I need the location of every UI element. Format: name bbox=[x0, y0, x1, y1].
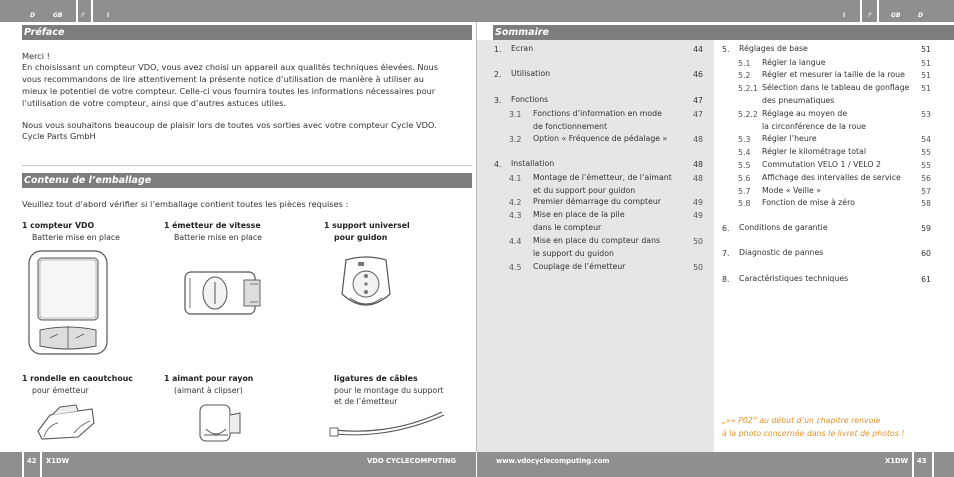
toc-entry-page: 51 bbox=[921, 45, 931, 54]
toc-entry-page: 55 bbox=[921, 148, 931, 157]
toc-entry-label[interactable] bbox=[739, 273, 848, 286]
toc-entry-label-line: Conditions de garantie bbox=[739, 223, 828, 232]
toc-entry-page: 46 bbox=[693, 70, 703, 79]
toc-entry-page: 55 bbox=[921, 161, 931, 170]
toc-entry-label[interactable] bbox=[533, 196, 661, 209]
item-mount-title-line2: pour guidon bbox=[334, 233, 388, 242]
toc-entry-number: 5.6 bbox=[738, 174, 751, 183]
preface-greeting: Merci ! bbox=[22, 51, 50, 61]
toc-entry-label-line: des pneumatiques bbox=[762, 95, 835, 105]
toc-entry-page: 47 bbox=[693, 96, 703, 105]
toc-entry-label[interactable] bbox=[762, 197, 855, 210]
toc-entry-label-line: Montage de l’émetteur, de l’aimant bbox=[533, 173, 672, 182]
package-heading-bar bbox=[22, 173, 472, 188]
toc-entry-label-line: Diagnostic de pannes bbox=[739, 248, 824, 257]
toc-entry-label[interactable] bbox=[533, 209, 625, 234]
item-computer-sub: Batterie mise en place bbox=[32, 233, 120, 242]
toc-entry-page: 50 bbox=[693, 237, 703, 246]
preface-paragraph: En choisissant un compteur VDO, vous avez choisi un appareil aux qualités techniques élevées. Nous vous recommandons de lire attentivement la présente notice d’utilisation de manière à utiliser au mieux le potentiel de votre compteur. Celle-ci vous fournira toutes les informations nécessaires pour l’utilisation de votre compteur, ainsi que d’autres astuces utiles. bbox=[22, 62, 439, 108]
package-heading: Contenu de l’emballage bbox=[24, 175, 152, 186]
toc-entry-label-line: Affichage des intervalles de service bbox=[762, 173, 901, 182]
toc-entry-label[interactable] bbox=[533, 133, 667, 146]
website-link[interactable]: www.vdocyclecomputing.com bbox=[496, 457, 610, 465]
toc-entry-label[interactable] bbox=[511, 94, 548, 107]
toc-entry-number: 7. bbox=[722, 249, 730, 258]
toc-entry-label[interactable] bbox=[511, 158, 554, 171]
toc-entry-label-line: Couplage de l’émetteur bbox=[533, 262, 626, 271]
toc-entry-label-line: le support du guidon bbox=[533, 248, 614, 258]
language-bar bbox=[0, 0, 954, 22]
toc-entry-page: 44 bbox=[693, 45, 703, 54]
toc-entry-page: 59 bbox=[921, 224, 931, 233]
toc-entry-label-line: et du support pour guidon bbox=[533, 185, 636, 195]
toc-entry-label-line: Régler l’heure bbox=[762, 134, 817, 143]
toc-entry-page: 49 bbox=[693, 198, 703, 207]
item-magnet-title: 1 aimant pour rayon bbox=[164, 374, 254, 383]
footer-separator bbox=[40, 452, 42, 477]
toc-entry-number: 6. bbox=[722, 224, 730, 233]
lang-tab-i-left[interactable]: I bbox=[107, 12, 110, 19]
toc-entry-label-line: Ecran bbox=[511, 44, 534, 53]
toc-entry-label-line: Fonctions bbox=[511, 95, 549, 104]
toc-entry-page: 51 bbox=[921, 84, 931, 93]
lang-separator bbox=[91, 0, 93, 22]
item-mount-title: 1 support universel bbox=[324, 221, 410, 230]
toc-entry-page: 49 bbox=[693, 211, 703, 220]
photo-reference-note-line1: „»» P02“ au début d’un chapitre renvoie bbox=[722, 416, 881, 425]
toc-entry-label-line: Mode « Veille » bbox=[762, 186, 822, 195]
toc-entry-label[interactable] bbox=[762, 159, 881, 172]
toc-entry-number: 5.2.1 bbox=[738, 84, 758, 93]
toc-entry-page: 48 bbox=[693, 174, 703, 183]
handlebar-mount-icon bbox=[340, 254, 392, 316]
toc-heading-bar bbox=[493, 25, 954, 40]
toc-entry-label-line: Régler et mesurer la taille de la roue bbox=[762, 70, 905, 79]
toc-entry-label-line: Commutation VELO 1 / VELO 2 bbox=[762, 160, 881, 169]
footer-separator bbox=[22, 452, 24, 477]
lang-separator bbox=[76, 0, 78, 22]
item-cable-tie-title: ligatures de câbles bbox=[334, 374, 418, 383]
transmitter-icon bbox=[184, 268, 264, 318]
rubber-pad-icon bbox=[34, 403, 98, 443]
toc-entry-number: 8. bbox=[722, 275, 730, 284]
toc-entry-label[interactable] bbox=[739, 43, 808, 56]
toc-entry-number: 4. bbox=[494, 160, 502, 169]
brand-name: VDO CYCLECOMPUTING bbox=[367, 457, 457, 465]
page-number-left: 42 bbox=[27, 457, 37, 465]
toc-entry-label-line: Régler la langue bbox=[762, 58, 826, 67]
lang-tab-gb-left[interactable]: GB bbox=[53, 12, 63, 19]
toc-entry-number: 1. bbox=[494, 45, 502, 54]
toc-entry-label-line: Fonctions d’information en mode bbox=[533, 109, 662, 118]
toc-entry-label-line: Option « Fréquence de pédalage » bbox=[533, 134, 668, 143]
toc-entry-label-line: Mise en place du compteur dans bbox=[533, 236, 661, 245]
toc-entry-label[interactable] bbox=[533, 172, 672, 197]
toc-entry-label-line: Mise en place de la pile bbox=[533, 210, 625, 219]
toc-entry-number: 5.4 bbox=[738, 148, 751, 157]
lang-tab-d-right[interactable]: D bbox=[918, 12, 923, 19]
toc-entry-page: 48 bbox=[693, 160, 703, 169]
preface-closing: Nous vous souhaitons beaucoup de plaisir lors de toutes vos sorties avec votre compteur Cycle VDO. bbox=[22, 120, 437, 130]
item-cable-tie-sub: pour le montage du support bbox=[334, 386, 444, 395]
toc-entry-label-line: dans le compteur bbox=[533, 222, 602, 232]
toc-entry-number: 3.1 bbox=[509, 110, 522, 119]
toc-entry-number: 5.8 bbox=[738, 199, 751, 208]
toc-entry-number: 2. bbox=[494, 70, 502, 79]
toc-entry-label[interactable] bbox=[762, 82, 909, 107]
toc-entry-page: 51 bbox=[921, 59, 931, 68]
toc-entry-label[interactable] bbox=[762, 185, 821, 198]
toc-entry-label-line: la circonférence de la roue bbox=[762, 121, 866, 131]
lang-separator bbox=[877, 0, 879, 22]
toc-entry-number: 4.3 bbox=[509, 211, 522, 220]
footer-bar bbox=[0, 452, 954, 477]
toc-entry-label-line: Sélection dans le tableau de gonflage bbox=[762, 83, 910, 92]
toc-entry-page: 50 bbox=[693, 263, 703, 272]
lang-tab-gb-right[interactable]: GB bbox=[891, 12, 901, 19]
toc-entry-page: 56 bbox=[921, 174, 931, 183]
footer-separator bbox=[912, 452, 914, 477]
toc-entry-number: 5. bbox=[722, 45, 730, 54]
toc-entry-label[interactable] bbox=[533, 235, 660, 260]
toc-entry-number: 4.1 bbox=[509, 174, 522, 183]
toc-entry-label-line: Utilisation bbox=[511, 69, 551, 78]
toc-entry-label-line: de fonctionnement bbox=[533, 121, 608, 131]
toc-entry-label[interactable] bbox=[739, 247, 823, 260]
toc-entry-label[interactable] bbox=[511, 43, 533, 56]
toc-entry-label[interactable] bbox=[533, 108, 662, 133]
toc-entry-number: 5.3 bbox=[738, 135, 751, 144]
photo-reference-note bbox=[722, 414, 904, 440]
toc-entry-page: 57 bbox=[921, 187, 931, 196]
lang-separator bbox=[860, 0, 862, 22]
toc-entry-page: 53 bbox=[921, 110, 931, 119]
preface-heading-bar bbox=[22, 25, 472, 40]
toc-heading: Sommaire bbox=[495, 27, 549, 38]
page-number-right: 43 bbox=[917, 457, 927, 465]
toc-entry-page: 61 bbox=[921, 275, 931, 284]
footer-separator bbox=[932, 452, 934, 477]
lang-tab-f-left[interactable]: F bbox=[81, 12, 86, 19]
toc-entry-number: 5.2.2 bbox=[738, 110, 758, 119]
spoke-magnet-icon bbox=[198, 403, 242, 445]
toc-entry-number: 3.2 bbox=[509, 135, 522, 144]
toc-entry-label-line: Installation bbox=[511, 159, 555, 168]
toc-entry-label-line: Caractéristiques techniques bbox=[739, 274, 849, 283]
lang-tab-i-right[interactable]: I bbox=[843, 12, 846, 19]
model-right: X1DW bbox=[885, 457, 909, 465]
item-magnet-sub: (aimant à clipser) bbox=[174, 386, 243, 395]
item-rubber-sub: pour émetteur bbox=[32, 386, 89, 395]
item-rubber-title: 1 rondelle en caoutchouc bbox=[22, 374, 133, 383]
package-intro: Veuillez tout d’abord vérifier si l’emballage contient toutes les pièces requises : bbox=[22, 199, 349, 209]
lang-tab-f-right[interactable]: F bbox=[868, 12, 873, 19]
lang-tab-d-left[interactable]: D bbox=[30, 12, 35, 19]
footer-separator bbox=[476, 452, 477, 477]
toc-entry-number: 4.5 bbox=[509, 263, 522, 272]
toc-entry-page: 54 bbox=[921, 135, 931, 144]
divider bbox=[22, 165, 472, 166]
toc-entry-number: 4.4 bbox=[509, 237, 522, 246]
item-cable-tie-sub2: et de l’émetteur bbox=[334, 397, 398, 406]
toc-entry-label[interactable] bbox=[739, 222, 828, 235]
item-transmitter-title: 1 émetteur de vitesse bbox=[164, 221, 261, 230]
toc-entry-number: 5.2 bbox=[738, 71, 751, 80]
toc-entry-label[interactable] bbox=[762, 146, 866, 159]
toc-entry-label-line: Premier démarrage du compteur bbox=[533, 197, 662, 206]
toc-entry-label[interactable] bbox=[762, 108, 866, 133]
toc-entry-label[interactable] bbox=[511, 68, 550, 81]
toc-entry-page: 51 bbox=[921, 71, 931, 80]
toc-entry-label[interactable] bbox=[533, 261, 625, 274]
toc-entry-label-line: Réglages de base bbox=[739, 44, 808, 53]
item-computer-title: 1 compteur VDO bbox=[22, 221, 95, 230]
toc-entry-number: 5.7 bbox=[738, 187, 751, 196]
toc-entry-label[interactable] bbox=[762, 69, 905, 82]
item-transmitter-sub: Batterie mise en place bbox=[174, 233, 262, 242]
toc-entry-number: 4.2 bbox=[509, 198, 522, 207]
toc-entry-number: 5.1 bbox=[738, 59, 751, 68]
toc-entry-label-line: Fonction de mise à zéro bbox=[762, 198, 855, 207]
computer-icon bbox=[28, 250, 108, 355]
toc-entry-page: 58 bbox=[921, 199, 931, 208]
toc-entry-number: 3. bbox=[494, 96, 502, 105]
toc-entry-label[interactable] bbox=[762, 172, 901, 185]
toc-entry-page: 48 bbox=[693, 135, 703, 144]
preface-signature: Cycle Parts GmbH bbox=[22, 131, 96, 141]
toc-entry-label[interactable] bbox=[762, 133, 817, 146]
model-left: X1DW bbox=[46, 457, 70, 465]
preface-heading: Préface bbox=[24, 27, 65, 38]
toc-entry-page: 47 bbox=[693, 110, 703, 119]
toc-entry-label-line: Réglage au moyen de bbox=[762, 109, 848, 118]
toc-entry-label-line: Régler le kilométrage total bbox=[762, 147, 867, 156]
toc-entry-label[interactable] bbox=[762, 57, 825, 70]
photo-reference-note-line2: à la photo concernée dans le livret de photos ! bbox=[722, 429, 905, 438]
toc-entry-number: 5.5 bbox=[738, 161, 751, 170]
cable-tie-icon bbox=[330, 408, 450, 438]
toc-entry-page: 60 bbox=[921, 249, 931, 258]
